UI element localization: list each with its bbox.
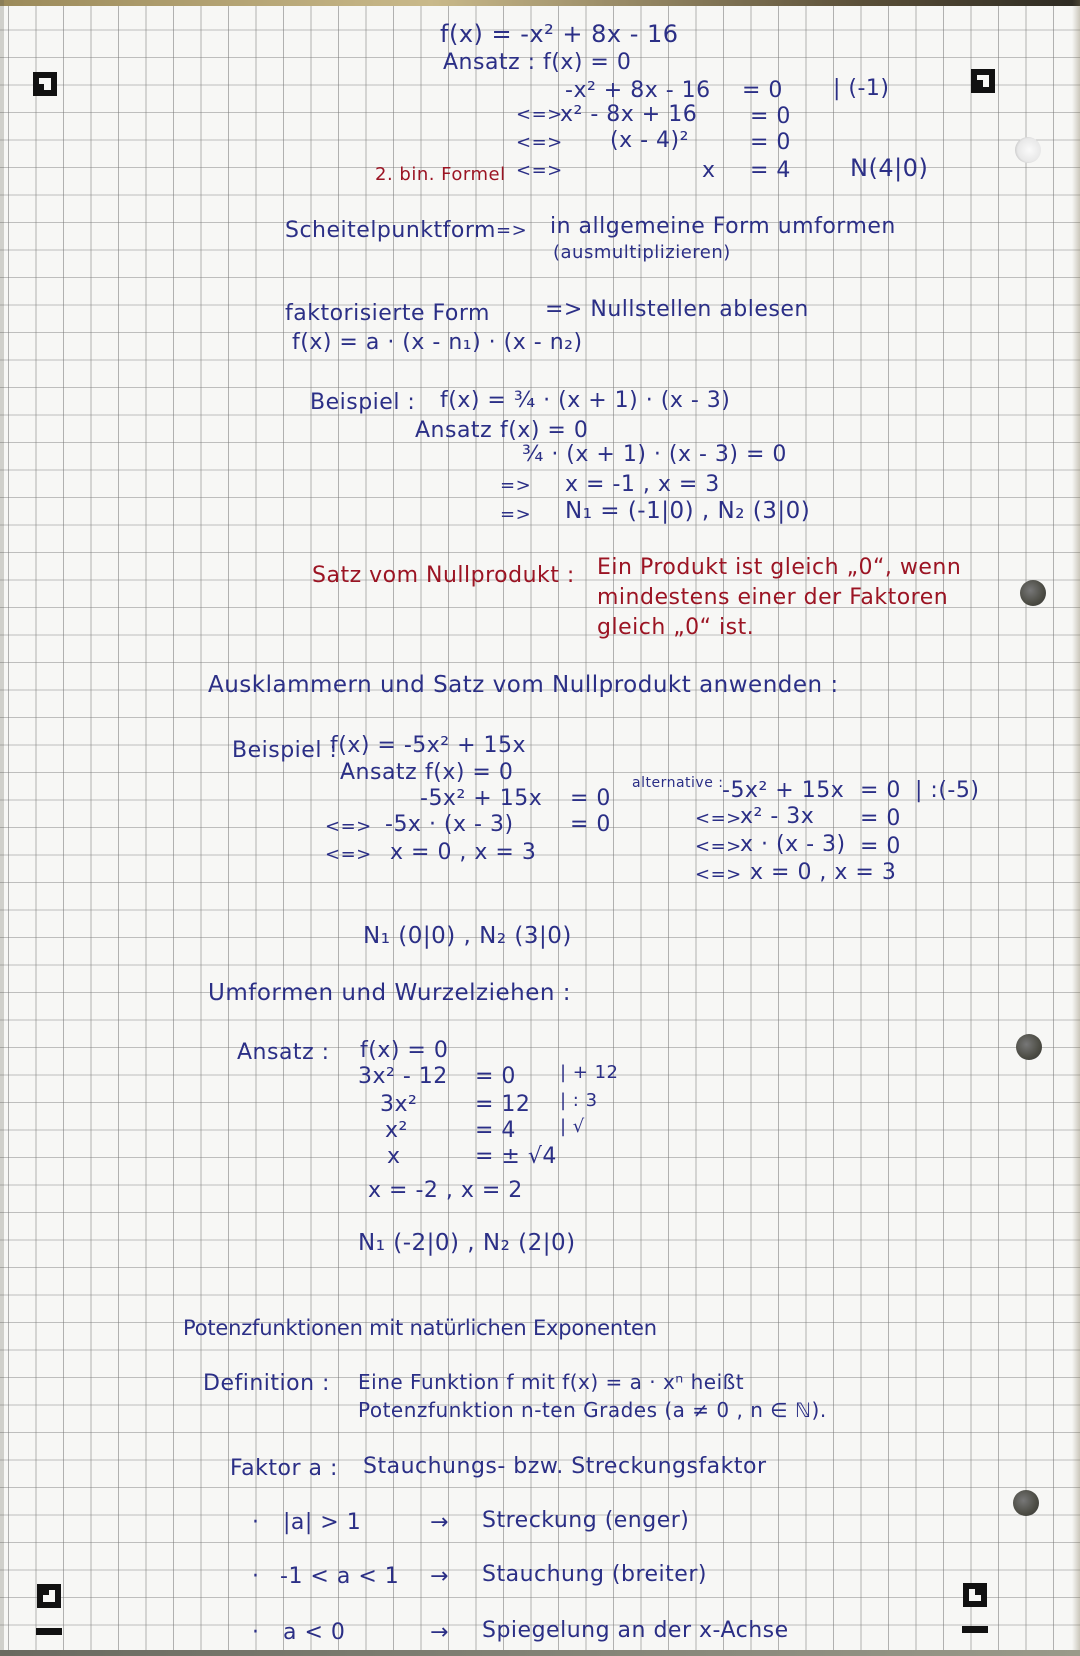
s1-step1-op: | (-1)	[833, 76, 890, 101]
s6-step4-rhs: = 4	[475, 1118, 516, 1143]
s5-alt-step1-lhs: -5x² + 15x	[722, 778, 845, 803]
s7-rule1-condition: |a| > 1	[283, 1510, 362, 1535]
s7-heading: Potenzfunktionen mit natürlichen Exponenten	[183, 1316, 657, 1340]
s5-alt-step3-prefix: <=>	[695, 836, 742, 857]
corner-marker-bottom-left-icon	[37, 1584, 61, 1608]
s7-faktor-text: Stauchungs- bzw. Streckungsfaktor	[363, 1454, 767, 1479]
s6-step5-lhs: x	[387, 1144, 401, 1169]
s7-rule2-condition: -1 < a < 1	[280, 1564, 400, 1589]
s6-step2-rhs: = 0	[475, 1064, 516, 1089]
s4-text-2: mindestens einer der Faktoren	[597, 585, 949, 610]
corner-marker-bottom-right-icon	[963, 1583, 987, 1607]
s2-scheitel-arrow: =>	[496, 220, 528, 241]
s1-step2-rhs: = 0	[750, 104, 791, 129]
s7-definition-label: Definition :	[203, 1371, 330, 1396]
s5-alt-step2-lhs: x² - 3x	[740, 804, 815, 829]
s7-rule2-arrow: →	[430, 1564, 449, 1589]
s2-scheitel-text-1: in allgemeine Form umformen	[550, 214, 896, 239]
s6-step4-op: | √	[560, 1116, 585, 1137]
s5-heading: Ausklammern und Satz vom Nullprodukt anwenden :	[208, 672, 839, 698]
s5-alt-step4-prefix: <=>	[695, 864, 742, 885]
s3-step3-prefix: =>	[500, 504, 532, 525]
page-right-edge	[1072, 0, 1080, 1656]
punch-hole-4-icon	[1013, 1490, 1039, 1516]
corner-marker-bottom-left-bar	[36, 1628, 62, 1635]
s6-step1-lhs: f(x) = 0	[360, 1038, 449, 1063]
s7-rule2-bullet: ·	[252, 1564, 260, 1589]
s7-rule3-condition: a < 0	[283, 1620, 346, 1645]
s7-rule1-arrow: →	[430, 1510, 449, 1535]
corner-marker-bottom-right-bar	[962, 1626, 988, 1633]
s4-text-3: gleich „0“ ist.	[597, 615, 755, 640]
s2-faktor-text: => Nullstellen ablesen	[545, 297, 809, 322]
s5-step2-rhs: = 0	[570, 812, 611, 837]
punch-hole-2-icon	[1020, 580, 1046, 606]
s6-heading: Umformen und Wurzelziehen :	[208, 980, 572, 1006]
s7-rule1-effect: Streckung (enger)	[482, 1508, 690, 1533]
s1-step2-lhs: x² - 8x + 16	[560, 102, 698, 127]
s1-note-binomial: 2. bin. Formel	[375, 164, 506, 185]
s5-alt-step2-prefix: <=>	[695, 808, 742, 829]
s6-step3-op: | : 3	[560, 1090, 598, 1111]
s5-result: N₁ (0|0) , N₂ (3|0)	[363, 923, 572, 949]
s4-label: Satz vom Nullprodukt :	[312, 563, 575, 588]
s1-ansatz-value: f(x) = 0	[543, 50, 632, 75]
s3-ansatz-value: f(x) = 0	[500, 418, 589, 443]
s1-step3-prefix: <=>	[516, 132, 563, 153]
corner-marker-top-right-icon	[971, 69, 995, 93]
s2-faktor-label: faktorisierte Form	[285, 301, 490, 326]
s5-step1-lhs: -5x² + 15x	[420, 786, 543, 811]
s5-alternative-label: alternative :	[632, 775, 724, 791]
s1-step4-result: N(4|0)	[850, 154, 929, 182]
s5-ansatz-label: Ansatz	[340, 760, 418, 785]
s1-step1-lhs: -x² + 8x - 16	[565, 78, 711, 103]
s7-rule3-effect: Spiegelung an der x-Achse	[482, 1618, 789, 1643]
s1-step2-prefix: <=>	[516, 104, 563, 125]
s6-step3-rhs: = 12	[475, 1092, 531, 1117]
s3-step3: N₁ = (-1|0) , N₂ (3|0)	[565, 498, 811, 524]
s7-rule3-bullet: ·	[252, 1620, 260, 1645]
s6-step2-op: | + 12	[560, 1062, 619, 1083]
s7-rule3-arrow: →	[430, 1620, 449, 1645]
s1-ansatz-label: Ansatz :	[443, 50, 536, 75]
s7-faktor-label: Faktor a :	[230, 1456, 338, 1481]
s6-step3-lhs: 3x²	[380, 1092, 418, 1117]
s5-step3-lhs: x = 0 , x = 3	[390, 840, 537, 865]
s3-ansatz-label: Ansatz :	[415, 418, 508, 443]
s6-result: N₁ (-2|0) , N₂ (2|0)	[358, 1230, 576, 1256]
s1-step4-rhs: = 4	[750, 158, 791, 183]
s3-step2: x = -1 , x = 3	[565, 472, 720, 497]
s3-beispiel-label: Beispiel :	[310, 390, 416, 415]
s5-alt-step3-rhs: = 0	[860, 834, 901, 859]
s5-alt-step1-rhs: = 0	[860, 778, 901, 803]
s1-step1-rhs: = 0	[742, 78, 783, 103]
s7-rule1-bullet: ·	[252, 1510, 260, 1535]
s7-rule2-effect: Stauchung (breiter)	[482, 1562, 707, 1587]
s2-scheitel-text-2: (ausmultiplizieren)	[553, 242, 731, 263]
s5-beispiel-label: Beispiel :	[232, 738, 338, 763]
page-bottom-edge	[0, 1650, 1080, 1656]
s5-alt-step1-op: | :(-5)	[915, 778, 980, 803]
page-left-edge	[0, 0, 4, 1656]
s5-step3-prefix: <=>	[325, 844, 372, 865]
s5-ansatz-value: f(x) = 0	[425, 760, 514, 785]
s1-step4-lhs: x	[702, 158, 716, 183]
s5-alt-step4-lhs: x = 0 , x = 3	[750, 860, 897, 885]
punch-hole-3-icon	[1016, 1034, 1042, 1060]
page-top-edge	[0, 0, 1080, 6]
s1-function: f(x) = -x² + 8x - 16	[440, 20, 679, 48]
s5-function: f(x) = -5x² + 15x	[330, 733, 527, 758]
s4-text-1: Ein Produkt ist gleich „0“, wenn	[597, 555, 962, 580]
s2-scheitel-label: Scheitelpunktform	[285, 218, 496, 243]
s7-definition-1: Eine Funktion f mit f(x) = a · xⁿ heißt	[358, 1370, 745, 1394]
s6-step5-rhs: = ± √4	[475, 1144, 557, 1169]
s7-definition-2: Potenzfunktion n-ten Grades (a ≠ 0 , n ∈ ℕ).	[358, 1398, 827, 1422]
s1-step3-lhs: (x - 4)²	[610, 128, 689, 153]
corner-marker-top-left-icon	[33, 72, 57, 96]
s1-step4-prefix: <=>	[516, 160, 563, 181]
punch-hole-1-icon	[1015, 137, 1041, 163]
s3-function: f(x) = ¾ · (x + 1) · (x - 3)	[440, 388, 731, 413]
s6-solution: x = -2 , x = 2	[368, 1178, 523, 1203]
s5-step2-lhs: -5x · (x - 3)	[385, 812, 514, 837]
s5-alt-step2-rhs: = 0	[860, 806, 901, 831]
s3-step2-prefix: =>	[500, 475, 532, 496]
s1-step3-rhs: = 0	[750, 130, 791, 155]
s6-ansatz-label: Ansatz :	[237, 1040, 330, 1065]
s3-step1: ¾ · (x + 1) · (x - 3) = 0	[522, 442, 787, 467]
s5-alt-step3-lhs: x · (x - 3)	[740, 832, 846, 857]
s6-step4-lhs: x²	[385, 1118, 408, 1143]
s5-step1-rhs: = 0	[570, 786, 611, 811]
s5-step2-prefix: <=>	[325, 816, 372, 837]
s6-step2-lhs: 3x² - 12	[358, 1064, 448, 1089]
s2-faktor-formula: f(x) = a · (x - n₁) · (x - n₂)	[292, 330, 583, 355]
